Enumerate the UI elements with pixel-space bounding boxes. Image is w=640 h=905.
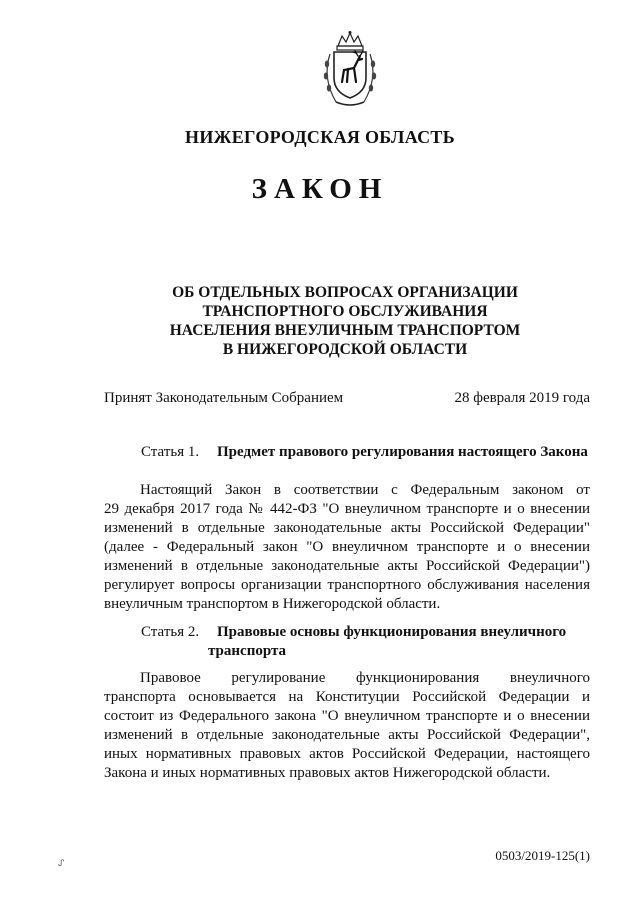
law-title-line: ТРАНСПОРТНОГО ОБСЛУЖИВАНИЯ — [202, 303, 488, 320]
region-name: НИЖЕГОРОДСКАЯ ОБЛАСТЬ — [185, 127, 455, 147]
law-title-line: ОБ ОТДЕЛЬНЫХ ВОПРОСАХ ОРГАНИЗАЦИИ — [172, 284, 518, 301]
text-line: состоит из Федерального закона "О внеуличном транспорте и о внесении — [104, 708, 590, 724]
adoption-line — [104, 390, 590, 407]
article-1-text — [104, 481, 590, 614]
text-line: регулирует вопросы организации транспортного обслуживания населения — [104, 577, 590, 593]
article-title: Предмет правового регулирования настоящего Закона — [217, 444, 588, 460]
text-line: иных нормативных правовых актов Российской Федерации, настоящего — [104, 746, 590, 762]
article-2-heading — [141, 623, 591, 661]
adoption-date: 28 февраля 2019 года — [454, 390, 590, 406]
text-line: изменений в отдельные законодательные акты Российской Федерации" — [104, 520, 590, 536]
article-2-text — [104, 669, 590, 783]
law-title-line: В НИЖЕГОРОДСКОЙ ОБЛАСТИ — [222, 341, 468, 358]
document-registration-code: 0503/2019-125(1) — [495, 848, 590, 863]
adopted-by: Принят Законодательным Собранием — [104, 390, 344, 406]
text-line: 29 декабря 2017 года № 442-ФЗ "О внеуличном транспорте и о внесении — [104, 501, 590, 517]
text-line: транспорта основывается на Конституции Российской Федерации и — [104, 689, 590, 705]
document-type-heading: ЗАКОН — [251, 173, 389, 205]
law-title — [100, 283, 590, 359]
text-line: изменений в отдельные законодательные акты Российской Федерации") — [104, 558, 590, 574]
text-line: Настоящий Закон в соответствии с Федеральным законом от — [140, 482, 590, 498]
article-title-continued: транспорта — [208, 643, 287, 659]
text-line: Правовое регулирование функционирования внеуличного — [140, 670, 590, 686]
law-title-line: НАСЕЛЕНИЯ ВНЕУЛИЧНЫМ ТРАНСПОРТОМ — [169, 322, 521, 339]
coat-of-arms-emblem — [318, 30, 382, 110]
margin-mark: ᔑ — [58, 858, 65, 868]
text-line: внеуличным транспортом в Нижегородской области. — [104, 596, 441, 612]
text-line: изменений в отдельные законодательные акты Российской Федерации", — [104, 727, 590, 743]
text-line: (далее - Федеральный закон "О внеуличном транспорте и о внесении — [104, 539, 590, 555]
text-line: Закона и иных нормативных правовых актов Нижегородской области. — [104, 765, 551, 781]
article-1-heading — [141, 443, 591, 462]
article-number: Статья 1. — [141, 444, 200, 460]
article-title: Правовые основы функционирования внеуличного — [217, 624, 567, 640]
article-number: Статья 2. — [141, 624, 200, 640]
